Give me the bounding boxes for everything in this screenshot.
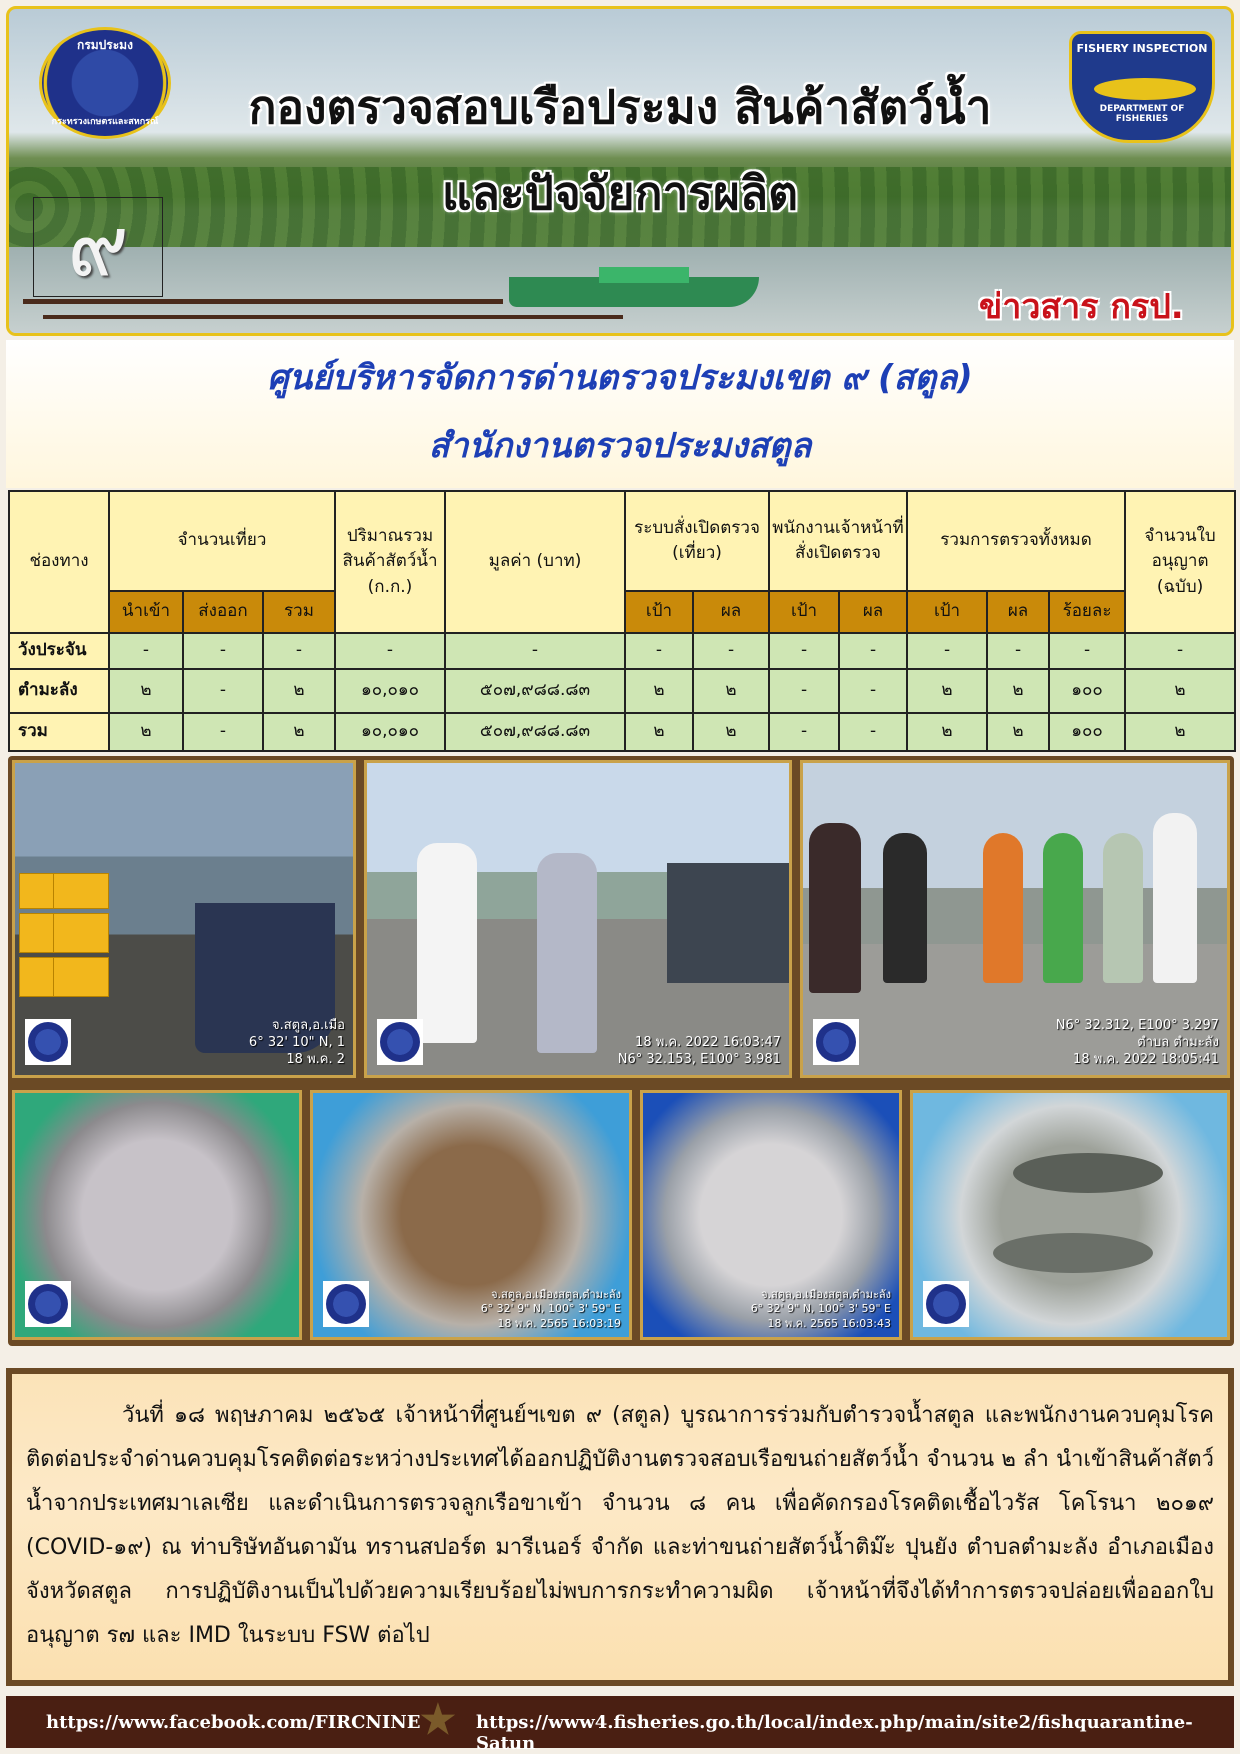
cell-licenses: ๒ xyxy=(1125,713,1235,751)
photo-caption: จ.สตูล,อ.เมืองสตูล,ตำมะลัง 6° 32' 9" N, 100° 3' 59" E 18 พ.ค. 2565 16:03:43 xyxy=(750,1288,891,1330)
footer-bar xyxy=(6,1696,1234,1754)
photo-barramundi xyxy=(910,1090,1230,1340)
header-value: มูลค่า (บาท) xyxy=(445,491,625,633)
subheader-target: เป้า xyxy=(907,591,987,633)
cell-staff-target: - xyxy=(769,669,839,713)
subheader-result: ผล xyxy=(987,591,1049,633)
department-seal-stamp xyxy=(25,1019,71,1065)
cell-export: - xyxy=(183,713,263,751)
seal-bottom-text: กระทรวงเกษตรและสหกรณ์ xyxy=(51,117,159,127)
subheader-target: เป้า xyxy=(769,591,839,633)
cell-all-target: ๒ xyxy=(907,713,987,751)
officer-figure xyxy=(883,833,927,983)
cell-export: - xyxy=(183,669,263,713)
cell-sys-result: ๒ xyxy=(693,713,769,751)
cell-total: - xyxy=(263,633,335,669)
badge-bottom-text: DEPARTMENT OF FISHERIES xyxy=(1099,104,1185,124)
header-licenses: จำนวนใบอนุญาต (ฉบับ) xyxy=(1125,491,1235,633)
cell-value: ๕๐๗,๙๘๘.๘๓ xyxy=(445,669,625,713)
header-system-order: ระบบสั่งเปิดตรวจ (เที่ยว) xyxy=(625,491,769,591)
photo-fish-on-ice xyxy=(640,1090,902,1340)
cell-value: ๕๐๗,๙๘๘.๘๓ xyxy=(445,713,625,751)
seal-top-text: กรมประมง xyxy=(77,38,133,52)
cell-quantity: ๑๐,๐๑๐ xyxy=(335,713,445,751)
cell-all-result: ๒ xyxy=(987,669,1049,713)
crew-figure xyxy=(983,833,1023,983)
photo-pier-crates xyxy=(12,760,356,1078)
yellow-crate xyxy=(53,913,109,953)
header-total-inspect: รวมการตรวจทั้งหมด xyxy=(907,491,1125,591)
subtitle-block xyxy=(6,340,1234,488)
news-description-box xyxy=(6,1368,1234,1686)
header-staff-order: พนักงานเจ้าหน้าที่สั่งเปิดตรวจ xyxy=(769,491,907,591)
cell-import: ๒ xyxy=(109,713,183,751)
cell-channel: รวม xyxy=(9,713,109,751)
photo-grid xyxy=(8,756,1234,1346)
cell-staff-target: - xyxy=(769,633,839,669)
officer-figure xyxy=(1043,833,1083,983)
header-banner xyxy=(6,6,1234,336)
fish-shape xyxy=(993,1233,1153,1273)
department-seal-stamp xyxy=(813,1019,859,1065)
department-seal-stamp xyxy=(923,1281,969,1327)
website-link[interactable]: https://www4.fisheries.go.th/local/index.php/main/site2/fishquarantine-Satun xyxy=(476,1712,1193,1754)
cell-staff-target: - xyxy=(769,713,839,751)
officer-figure xyxy=(1103,833,1143,983)
cell-sys-result: - xyxy=(693,633,769,669)
subheader-result: ผล xyxy=(839,591,907,633)
boat-cabin xyxy=(599,267,689,283)
subtitle-office-name: สำนักงานตรวจประมงสตูล xyxy=(428,426,812,466)
cell-staff-result: - xyxy=(839,669,907,713)
badge-top-text: FISHERY INSPECTION xyxy=(1076,42,1208,55)
photo-officers-inspecting xyxy=(364,760,792,1078)
cell-total: ๒ xyxy=(263,669,335,713)
cell-quantity: - xyxy=(335,633,445,669)
news-description-text: วันที่ ๑๘ พฤษภาคม ๒๕๖๕ เจ้าหน้าที่ศูนย์ฯเขต ๙ (สตูล) บูรณาการร่วมกับตำรวจน้ำสตูล และพนักงานควบคุมโรคติดต่อประจำด่านควบคุมโรคติดต่อระหว่างประเทศได้ออกปฏิบัติงานตรวจสอบเรือขนถ่ายสัตว์น้ำ จำนวน ๒ ลำ นำเข้าสินค้าสัตว์น้ำจากประเทศมาเลเซีย และดำเนินการตรวจลูกเรือขาเข้า จำนวน ๘ คน เพื่อคัดกรองโรคติดเชื้อไวรัส โคโรนา ๒๐๑๙ (COVID-๑๙) ณ ท่าบริษัทอันดามัน ทรานสปอร์ต มารีเนอร์ จำกัด และท่าขนถ่ายสัตว์น้ำติม๊ะ ปุนยัง ตำบลตำมะลัง อำเภอเมือง จังหวัดสตูล การปฏิบัติงานเป็นไปด้วยความเรียบร้อยไม่พบการกระทำความผิด เจ้าหน้าที่จึงได้ทำการตรวจปล่อยเพื่อออกใบอนุญาต ร๗ และ IMD ในระบบ FSW ต่อไป xyxy=(26,1403,1214,1648)
subheader-target: เป้า xyxy=(625,591,693,633)
department-seal-stamp xyxy=(377,1019,423,1065)
subheader-export: ส่งออก xyxy=(183,591,263,633)
yellow-crate xyxy=(53,873,109,909)
subtitle-center-name: ศูนย์บริหารจัดการด่านตรวจประมงเขต ๙ (สตูล) xyxy=(267,358,973,398)
subheader-import: นำเข้า xyxy=(109,591,183,633)
decor-stripe xyxy=(23,299,503,304)
pickup-truck xyxy=(667,863,791,983)
cell-sys-target: - xyxy=(625,633,693,669)
cell-sys-result: ๒ xyxy=(693,669,769,713)
zone-numeral: ๙ xyxy=(33,197,163,297)
banner-title-line2: และปัจจัยการผลิต xyxy=(441,166,798,220)
table-row xyxy=(9,713,1235,751)
department-seal-stamp xyxy=(25,1281,71,1327)
table-row xyxy=(9,669,1235,713)
facebook-link[interactable]: https://www.facebook.com/FIRCNINE xyxy=(46,1712,421,1733)
officer-figure xyxy=(809,823,861,993)
department-seal-stamp xyxy=(323,1281,369,1327)
cell-all-result: - xyxy=(987,633,1049,669)
cell-staff-result: - xyxy=(839,633,907,669)
yellow-crate xyxy=(53,957,109,997)
cell-all-target: - xyxy=(907,633,987,669)
header-quantity: ปริมาณรวมสินค้าสัตว์น้ำ (ก.ก.) xyxy=(335,491,445,633)
photo-squid-catch xyxy=(12,1090,302,1340)
header-trips: จำนวนเที่ยว xyxy=(109,491,335,591)
cell-all-target: ๒ xyxy=(907,669,987,713)
inspection-stats-table xyxy=(8,490,1236,752)
cell-quantity: ๑๐,๐๑๐ xyxy=(335,669,445,713)
cell-channel: ตำมะลัง xyxy=(9,669,109,713)
cell-import: ๒ xyxy=(109,669,183,713)
photo-horseshoe-crabs xyxy=(310,1090,632,1340)
subheader-result: ผล xyxy=(693,591,769,633)
subheader-percent: ร้อยละ xyxy=(1049,591,1125,633)
fish-shape xyxy=(1013,1153,1163,1193)
subheader-total: รวม xyxy=(263,591,335,633)
photo-caption: N6° 32.312, E100° 3.297 ตำบล ตำมะลัง 18 พ.ค. 2022 18:05:41 xyxy=(1055,1018,1219,1068)
header-channel: ช่องทาง xyxy=(9,491,109,633)
cell-total: ๒ xyxy=(263,713,335,751)
photo-caption: จ.สตูล,อ.เมือ 6° 32' 10" N, 1 18 พ.ค. 2 xyxy=(248,1018,345,1068)
cell-export: - xyxy=(183,633,263,669)
cell-sys-target: ๒ xyxy=(625,669,693,713)
banner-title-line1: กองตรวจสอบเรือประมง สินค้าสัตว์น้ำ xyxy=(248,80,992,134)
cell-value: - xyxy=(445,633,625,669)
cell-percent: - xyxy=(1049,633,1125,669)
cell-percent: ๑๐๐ xyxy=(1049,669,1125,713)
officer-figure xyxy=(537,853,597,1053)
cell-licenses: - xyxy=(1125,633,1235,669)
cell-percent: ๑๐๐ xyxy=(1049,713,1125,751)
cell-import: - xyxy=(109,633,183,669)
photo-caption: 18 พ.ค. 2022 16:03:47 N6° 32.153, E100° 3.981 xyxy=(617,1035,781,1068)
cell-licenses: ๒ xyxy=(1125,669,1235,713)
photo-crew-screening xyxy=(800,760,1230,1078)
cell-channel: วังประจัน xyxy=(9,633,109,669)
decor-stripe xyxy=(43,315,623,319)
cell-sys-target: ๒ xyxy=(625,713,693,751)
table-row xyxy=(9,633,1235,669)
cell-staff-result: - xyxy=(839,713,907,751)
officer-figure xyxy=(1153,813,1197,983)
star-icon: ★ xyxy=(420,1696,456,1743)
photo-caption: จ.สตูล,อ.เมืองสตูล,ตำมะลัง 6° 32' 9" N, 100° 3' 59" E 18 พ.ค. 2565 16:03:19 xyxy=(480,1288,621,1330)
officer-figure xyxy=(417,843,477,1043)
news-tag: ข่าวสาร กรป. xyxy=(979,287,1184,327)
cell-all-result: ๒ xyxy=(987,713,1049,751)
